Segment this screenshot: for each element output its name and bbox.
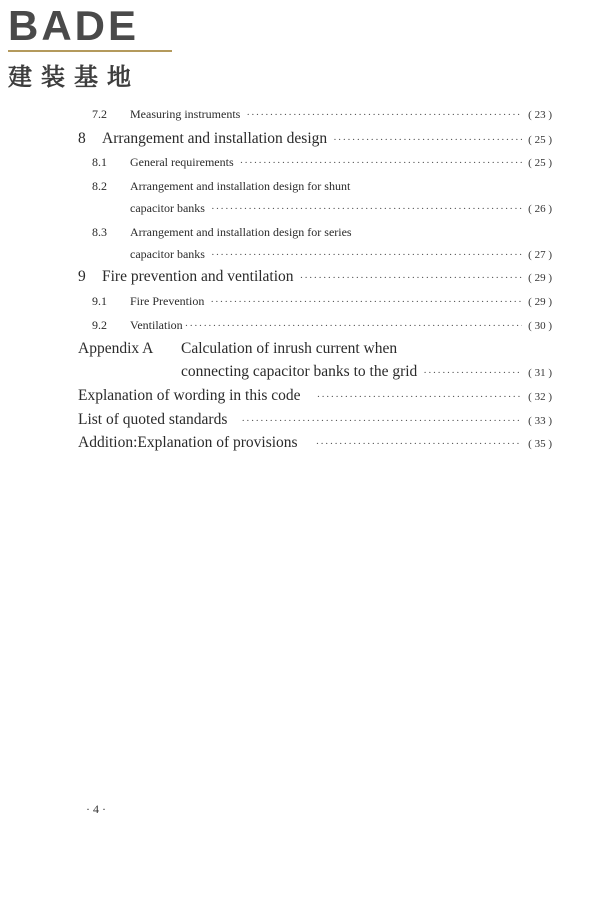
dot-leader xyxy=(210,296,522,308)
logo-subtitle: 建装基地 xyxy=(8,63,140,91)
toc-entry-page: ( 30 ) xyxy=(528,320,552,332)
toc-entry-page: ( 29 ) xyxy=(528,272,552,284)
toc-entry-number: 9.1 xyxy=(92,294,107,308)
toc-entry-page: ( 33 ) xyxy=(528,415,552,427)
logo-underline xyxy=(8,50,172,52)
toc-entry-number: 8.3 xyxy=(92,225,107,239)
toc-entry-number: 8.1 xyxy=(92,155,107,169)
toc-entry-title: Explanation of wording in this code xyxy=(78,387,301,404)
toc-entry[interactable] xyxy=(78,411,552,429)
toc-entry-page: ( 25 ) xyxy=(528,134,552,146)
dot-leader xyxy=(316,438,523,450)
toc-entry-number: 7.2 xyxy=(92,107,107,121)
toc-entry-title: Measuring instruments xyxy=(130,107,241,121)
toc-entry[interactable] xyxy=(78,434,552,452)
toc-entry[interactable] xyxy=(78,268,552,286)
dot-leader xyxy=(185,320,523,332)
dot-leader xyxy=(211,203,522,215)
toc-entry-title: capacitor banks xyxy=(130,247,205,261)
toc-entry[interactable] xyxy=(78,130,552,148)
toc-entry[interactable] xyxy=(92,294,552,309)
dot-leader xyxy=(246,109,522,121)
toc-entry-page: ( 25 ) xyxy=(528,157,552,169)
toc-entry-page: ( 23 ) xyxy=(528,109,552,121)
toc-entry[interactable] xyxy=(78,387,552,405)
toc-entry-page: ( 32 ) xyxy=(528,391,552,403)
toc-entry-page: ( 31 ) xyxy=(528,367,552,379)
toc-entry-title: Calculation of inrush current when xyxy=(181,340,398,357)
dot-leader xyxy=(333,134,522,146)
toc-entry[interactable] xyxy=(92,318,552,333)
toc-entry-title: Arrangement and installation design xyxy=(102,130,328,147)
toc-entry[interactable] xyxy=(92,107,552,122)
dot-leader xyxy=(317,391,523,403)
toc-entry[interactable] xyxy=(130,201,552,216)
toc-entry-page: ( 35 ) xyxy=(528,438,552,450)
toc-entry[interactable] xyxy=(92,155,552,170)
logo-wordmark: BADE xyxy=(8,2,140,49)
toc-entry[interactable] xyxy=(181,363,552,381)
toc-entry-page: ( 29 ) xyxy=(528,296,552,308)
toc-entry-title: Fire Prevention xyxy=(130,294,205,308)
toc-entry-title: List of quoted standards xyxy=(78,411,228,428)
toc-entry-page: ( 26 ) xyxy=(528,203,552,215)
toc-entry-title: connecting capacitor banks to the grid xyxy=(181,363,418,380)
toc-entry-title: Addition:Explanation of provisions xyxy=(78,434,298,451)
dot-leader xyxy=(241,415,522,427)
toc-entry-number: 9 xyxy=(78,268,86,285)
dot-leader xyxy=(423,367,522,379)
toc-entry-title: General requirements xyxy=(130,155,234,169)
toc-entry-title: Fire prevention and ventilation xyxy=(102,268,294,285)
toc-entry-title: Arrangement and installation design for series xyxy=(130,225,352,239)
toc-entry-title: capacitor banks xyxy=(130,201,205,215)
toc-entry-title: Ventilation xyxy=(130,318,183,332)
toc-entry-first-line[interactable] xyxy=(92,225,352,240)
dot-leader xyxy=(300,272,523,284)
page-number: · 4 · xyxy=(86,802,106,816)
toc-entry-number: 8 xyxy=(78,130,86,147)
dot-leader xyxy=(240,157,523,169)
toc-entry[interactable] xyxy=(130,247,552,262)
toc-entry-first-line[interactable] xyxy=(78,340,397,358)
toc-entry-number: Appendix A xyxy=(78,340,154,357)
toc-entry-title: Arrangement and installation design for shunt xyxy=(130,179,351,193)
toc-entry-first-line[interactable] xyxy=(92,179,350,194)
toc-entry-number: 8.2 xyxy=(92,179,107,193)
brand-logo xyxy=(8,4,178,92)
dot-leader xyxy=(211,249,522,261)
toc-entry-page: ( 27 ) xyxy=(528,249,552,261)
toc-entry-number: 9.2 xyxy=(92,318,107,332)
